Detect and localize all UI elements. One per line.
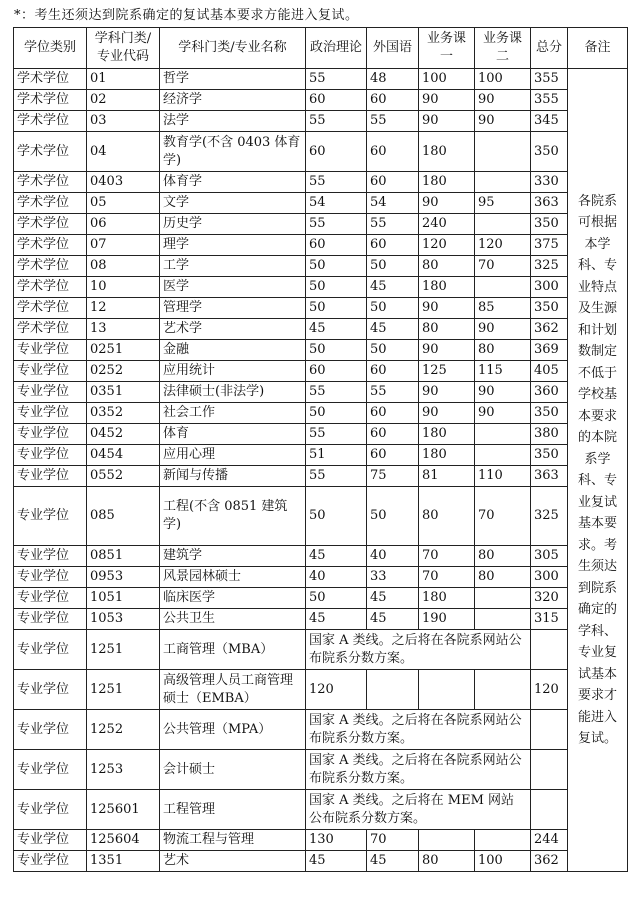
code-cell: 0452 [87, 424, 160, 445]
course-two-cell [475, 424, 531, 445]
name-cell: 工学 [160, 256, 306, 277]
name-cell: 高级管理人员工商管理硕士（EMBA） [160, 670, 306, 710]
total-cell: 375 [531, 235, 568, 256]
politics-cell: 45 [306, 609, 367, 630]
code-cell: 01 [87, 69, 160, 90]
politics-cell: 55 [306, 214, 367, 235]
course-one-cell: 180 [419, 588, 475, 609]
degree-type-cell: 学术学位 [14, 214, 87, 235]
course-one-cell [419, 670, 475, 710]
politics-cell: 60 [306, 132, 367, 172]
course-one-cell: 70 [419, 567, 475, 588]
degree-type-cell: 学术学位 [14, 298, 87, 319]
politics-cell: 54 [306, 193, 367, 214]
degree-type-cell: 专业学位 [14, 790, 87, 830]
name-cell: 应用心理 [160, 445, 306, 466]
table-row [14, 670, 628, 710]
code-cell: 13 [87, 319, 160, 340]
table-row [14, 851, 628, 872]
politics-cell: 50 [306, 277, 367, 298]
code-cell: 06 [87, 214, 160, 235]
total-cell: 363 [531, 466, 568, 487]
degree-type-cell: 专业学位 [14, 361, 87, 382]
total-cell: 305 [531, 546, 568, 567]
name-cell: 工程(不含 0851 建筑学) [160, 487, 306, 546]
name-cell: 建筑学 [160, 546, 306, 567]
degree-type-cell: 专业学位 [14, 340, 87, 361]
code-cell: 0252 [87, 361, 160, 382]
degree-type-cell: 学术学位 [14, 319, 87, 340]
name-cell: 医学 [160, 277, 306, 298]
foreign-language-cell: 55 [367, 214, 419, 235]
score-note-cell: 国家 A 类线。之后将在各院系网站公布院系分数方案。 [306, 750, 531, 790]
course-two-cell [475, 588, 531, 609]
name-cell: 教育学(不含 0403 体育学) [160, 132, 306, 172]
table-row [14, 710, 628, 750]
table-row [14, 382, 628, 403]
code-cell: 0454 [87, 445, 160, 466]
foreign-language-cell: 60 [367, 403, 419, 424]
foreign-language-cell: 48 [367, 69, 419, 90]
total-cell: 362 [531, 851, 568, 872]
foreign-language-cell: 60 [367, 235, 419, 256]
table-row [14, 487, 628, 546]
degree-type-cell: 学术学位 [14, 69, 87, 90]
name-cell: 应用统计 [160, 361, 306, 382]
course-two-cell: 115 [475, 361, 531, 382]
name-cell: 工商管理（MBA） [160, 630, 306, 670]
degree-type-cell: 专业学位 [14, 382, 87, 403]
foreign-language-cell: 50 [367, 340, 419, 361]
course-two-cell: 110 [475, 466, 531, 487]
table-row [14, 546, 628, 567]
code-cell: 04 [87, 132, 160, 172]
table-row [14, 340, 628, 361]
name-cell: 体育学 [160, 172, 306, 193]
name-cell: 物流工程与管理 [160, 830, 306, 851]
header-total: 总分 [531, 28, 568, 69]
course-one-cell: 80 [419, 487, 475, 546]
course-one-cell [419, 830, 475, 851]
politics-cell: 55 [306, 466, 367, 487]
score-note-cell: 国家 A 类线。之后将在各院系网站公布院系分数方案。 [306, 710, 531, 750]
name-cell: 体育 [160, 424, 306, 445]
table-row [14, 319, 628, 340]
code-cell: 08 [87, 256, 160, 277]
politics-cell: 55 [306, 111, 367, 132]
foreign-language-cell: 45 [367, 277, 419, 298]
code-cell: 0352 [87, 403, 160, 424]
course-two-cell [475, 609, 531, 630]
score-table [13, 27, 628, 872]
table-row [14, 424, 628, 445]
total-cell: 330 [531, 172, 568, 193]
name-cell: 艺术 [160, 851, 306, 872]
course-one-cell: 90 [419, 298, 475, 319]
name-cell: 经济学 [160, 90, 306, 111]
name-cell: 法学 [160, 111, 306, 132]
name-cell: 会计硕士 [160, 750, 306, 790]
header-name: 学科门类/专业名称 [160, 28, 306, 69]
foreign-language-cell: 60 [367, 90, 419, 111]
total-cell: 360 [531, 382, 568, 403]
degree-type-cell: 专业学位 [14, 487, 87, 546]
total-cell: 325 [531, 487, 568, 546]
total-cell: 315 [531, 609, 568, 630]
politics-cell: 45 [306, 319, 367, 340]
total-cell: 320 [531, 588, 568, 609]
total-cell: 350 [531, 132, 568, 172]
table-row [14, 609, 628, 630]
course-one-cell: 180 [419, 445, 475, 466]
course-one-cell: 90 [419, 90, 475, 111]
name-cell: 社会工作 [160, 403, 306, 424]
total-cell: 345 [531, 111, 568, 132]
course-one-cell: 100 [419, 69, 475, 90]
course-one-cell: 180 [419, 277, 475, 298]
code-cell: 0552 [87, 466, 160, 487]
code-cell: 0351 [87, 382, 160, 403]
remark-cell: 各院系可根据本学科、专业特点及生源和计划数制定不低于学校基本要求的本院系学科、专业复试基本要求。考生须达到院系确定的学科、专业复试基本要求才能进入复试。 [568, 69, 628, 872]
course-two-cell: 90 [475, 382, 531, 403]
foreign-language-cell [367, 670, 419, 710]
code-cell: 0851 [87, 546, 160, 567]
code-cell: 0251 [87, 340, 160, 361]
header-politics: 政治理论 [306, 28, 367, 69]
header-course-one: 业务课一 [419, 28, 475, 69]
politics-cell: 55 [306, 172, 367, 193]
degree-type-cell: 专业学位 [14, 403, 87, 424]
degree-type-cell: 专业学位 [14, 630, 87, 670]
table-row [14, 69, 628, 90]
course-two-cell [475, 132, 531, 172]
table-header-row [14, 28, 628, 69]
name-cell: 金融 [160, 340, 306, 361]
code-cell: 0403 [87, 172, 160, 193]
course-two-cell [475, 830, 531, 851]
name-cell: 公共卫生 [160, 609, 306, 630]
name-cell: 哲学 [160, 69, 306, 90]
total-cell: 300 [531, 567, 568, 588]
course-two-cell: 120 [475, 235, 531, 256]
code-cell: 12 [87, 298, 160, 319]
course-two-cell: 100 [475, 69, 531, 90]
politics-cell: 50 [306, 403, 367, 424]
total-cell: 300 [531, 277, 568, 298]
politics-cell: 45 [306, 851, 367, 872]
course-one-cell: 90 [419, 111, 475, 132]
foreign-language-cell: 33 [367, 567, 419, 588]
politics-cell: 55 [306, 424, 367, 445]
foreign-language-cell: 75 [367, 466, 419, 487]
code-cell: 03 [87, 111, 160, 132]
table-row [14, 830, 628, 851]
course-two-cell: 95 [475, 193, 531, 214]
course-one-cell: 90 [419, 340, 475, 361]
course-two-cell: 90 [475, 111, 531, 132]
code-cell: 1251 [87, 670, 160, 710]
code-cell: 1051 [87, 588, 160, 609]
degree-type-cell: 专业学位 [14, 424, 87, 445]
table-note: *：考生还须达到院系确定的复试基本要求方能进入复试。 [14, 8, 359, 23]
course-one-cell: 80 [419, 319, 475, 340]
table-row [14, 588, 628, 609]
total-cell [531, 710, 568, 750]
course-one-cell: 90 [419, 403, 475, 424]
foreign-language-cell: 45 [367, 588, 419, 609]
course-one-cell: 80 [419, 851, 475, 872]
table-row [14, 111, 628, 132]
total-cell: 244 [531, 830, 568, 851]
code-cell: 0953 [87, 567, 160, 588]
course-one-cell: 190 [419, 609, 475, 630]
course-two-cell [475, 214, 531, 235]
table-row [14, 466, 628, 487]
name-cell: 文学 [160, 193, 306, 214]
total-cell: 362 [531, 319, 568, 340]
course-one-cell: 120 [419, 235, 475, 256]
table-row [14, 790, 628, 830]
degree-type-cell: 学术学位 [14, 111, 87, 132]
foreign-language-cell: 40 [367, 546, 419, 567]
code-cell: 07 [87, 235, 160, 256]
degree-type-cell: 学术学位 [14, 90, 87, 111]
name-cell: 艺术学 [160, 319, 306, 340]
politics-cell: 60 [306, 235, 367, 256]
course-one-cell: 90 [419, 193, 475, 214]
table-row [14, 403, 628, 424]
header-course-two: 业务课二 [475, 28, 531, 69]
name-cell: 历史学 [160, 214, 306, 235]
code-cell: 1253 [87, 750, 160, 790]
code-cell: 1351 [87, 851, 160, 872]
table-row [14, 361, 628, 382]
foreign-language-cell: 60 [367, 172, 419, 193]
course-two-cell: 70 [475, 256, 531, 277]
name-cell: 风景园林硕士 [160, 567, 306, 588]
politics-cell: 50 [306, 256, 367, 277]
politics-cell: 45 [306, 546, 367, 567]
degree-type-cell: 专业学位 [14, 670, 87, 710]
foreign-language-cell: 50 [367, 298, 419, 319]
course-two-cell: 90 [475, 403, 531, 424]
foreign-language-cell: 60 [367, 361, 419, 382]
course-two-cell: 80 [475, 567, 531, 588]
course-one-cell: 80 [419, 256, 475, 277]
score-note-cell: 国家 A 类线。之后将在 MEM 网站公布院系分数方案。 [306, 790, 531, 830]
header-foreign-language: 外国语 [367, 28, 419, 69]
course-one-cell: 70 [419, 546, 475, 567]
total-cell [531, 630, 568, 670]
degree-type-cell: 专业学位 [14, 851, 87, 872]
politics-cell: 55 [306, 69, 367, 90]
course-two-cell [475, 277, 531, 298]
politics-cell: 55 [306, 382, 367, 403]
course-two-cell: 85 [475, 298, 531, 319]
course-one-cell: 180 [419, 424, 475, 445]
course-two-cell [475, 670, 531, 710]
degree-type-cell: 专业学位 [14, 546, 87, 567]
header-code: 学科门类/专业代码 [87, 28, 160, 69]
score-note-cell: 国家 A 类线。之后将在各院系网站公布院系分数方案。 [306, 630, 531, 670]
total-cell: 355 [531, 90, 568, 111]
table-row [14, 256, 628, 277]
table-row [14, 193, 628, 214]
foreign-language-cell: 45 [367, 609, 419, 630]
code-cell: 1251 [87, 630, 160, 670]
table-row [14, 630, 628, 670]
politics-cell: 50 [306, 340, 367, 361]
foreign-language-cell: 70 [367, 830, 419, 851]
course-two-cell: 100 [475, 851, 531, 872]
total-cell: 355 [531, 69, 568, 90]
code-cell: 125604 [87, 830, 160, 851]
politics-cell: 50 [306, 588, 367, 609]
course-one-cell: 180 [419, 172, 475, 193]
course-one-cell: 240 [419, 214, 475, 235]
table-row [14, 214, 628, 235]
politics-cell: 120 [306, 670, 367, 710]
course-two-cell: 90 [475, 319, 531, 340]
politics-cell: 50 [306, 487, 367, 546]
code-cell: 05 [87, 193, 160, 214]
header-remark: 备注 [568, 28, 628, 69]
course-two-cell: 70 [475, 487, 531, 546]
table-row [14, 445, 628, 466]
degree-type-cell: 专业学位 [14, 466, 87, 487]
name-cell: 工程管理 [160, 790, 306, 830]
course-two-cell [475, 172, 531, 193]
degree-type-cell: 专业学位 [14, 830, 87, 851]
name-cell: 临床医学 [160, 588, 306, 609]
total-cell: 350 [531, 403, 568, 424]
degree-type-cell: 专业学位 [14, 609, 87, 630]
politics-cell: 51 [306, 445, 367, 466]
table-row [14, 172, 628, 193]
total-cell: 369 [531, 340, 568, 361]
degree-type-cell: 学术学位 [14, 172, 87, 193]
degree-type-cell: 专业学位 [14, 567, 87, 588]
total-cell: 350 [531, 214, 568, 235]
politics-cell: 40 [306, 567, 367, 588]
total-cell: 350 [531, 445, 568, 466]
foreign-language-cell: 60 [367, 445, 419, 466]
total-cell: 350 [531, 298, 568, 319]
foreign-language-cell: 50 [367, 487, 419, 546]
degree-type-cell: 专业学位 [14, 710, 87, 750]
name-cell: 公共管理（MPA） [160, 710, 306, 750]
header-degree-type: 学位类别 [14, 28, 87, 69]
code-cell: 125601 [87, 790, 160, 830]
course-two-cell: 80 [475, 340, 531, 361]
course-one-cell: 90 [419, 382, 475, 403]
politics-cell: 60 [306, 90, 367, 111]
foreign-language-cell: 45 [367, 319, 419, 340]
politics-cell: 60 [306, 361, 367, 382]
name-cell: 新闻与传播 [160, 466, 306, 487]
degree-type-cell: 专业学位 [14, 750, 87, 790]
table-row [14, 90, 628, 111]
table-row [14, 132, 628, 172]
total-cell: 363 [531, 193, 568, 214]
degree-type-cell: 学术学位 [14, 235, 87, 256]
foreign-language-cell: 60 [367, 424, 419, 445]
foreign-language-cell: 45 [367, 851, 419, 872]
course-two-cell: 80 [475, 546, 531, 567]
course-one-cell: 180 [419, 132, 475, 172]
foreign-language-cell: 60 [367, 132, 419, 172]
code-cell: 1252 [87, 710, 160, 750]
foreign-language-cell: 50 [367, 256, 419, 277]
name-cell: 法律硕士(非法学) [160, 382, 306, 403]
table-row [14, 298, 628, 319]
politics-cell: 130 [306, 830, 367, 851]
table-row [14, 235, 628, 256]
name-cell: 管理学 [160, 298, 306, 319]
table-row [14, 567, 628, 588]
degree-type-cell: 专业学位 [14, 588, 87, 609]
code-cell: 10 [87, 277, 160, 298]
degree-type-cell: 学术学位 [14, 193, 87, 214]
course-one-cell: 81 [419, 466, 475, 487]
foreign-language-cell: 55 [367, 111, 419, 132]
foreign-language-cell: 55 [367, 382, 419, 403]
course-one-cell: 125 [419, 361, 475, 382]
politics-cell: 50 [306, 298, 367, 319]
table-row [14, 750, 628, 790]
table-row [14, 277, 628, 298]
total-cell: 405 [531, 361, 568, 382]
foreign-language-cell: 54 [367, 193, 419, 214]
degree-type-cell: 学术学位 [14, 256, 87, 277]
degree-type-cell: 学术学位 [14, 277, 87, 298]
total-cell [531, 790, 568, 830]
total-cell: 120 [531, 670, 568, 710]
name-cell: 理学 [160, 235, 306, 256]
code-cell: 085 [87, 487, 160, 546]
total-cell [531, 750, 568, 790]
degree-type-cell: 学术学位 [14, 132, 87, 172]
total-cell: 380 [531, 424, 568, 445]
code-cell: 1053 [87, 609, 160, 630]
total-cell: 325 [531, 256, 568, 277]
course-two-cell [475, 445, 531, 466]
degree-type-cell: 专业学位 [14, 445, 87, 466]
course-two-cell: 90 [475, 90, 531, 111]
code-cell: 02 [87, 90, 160, 111]
